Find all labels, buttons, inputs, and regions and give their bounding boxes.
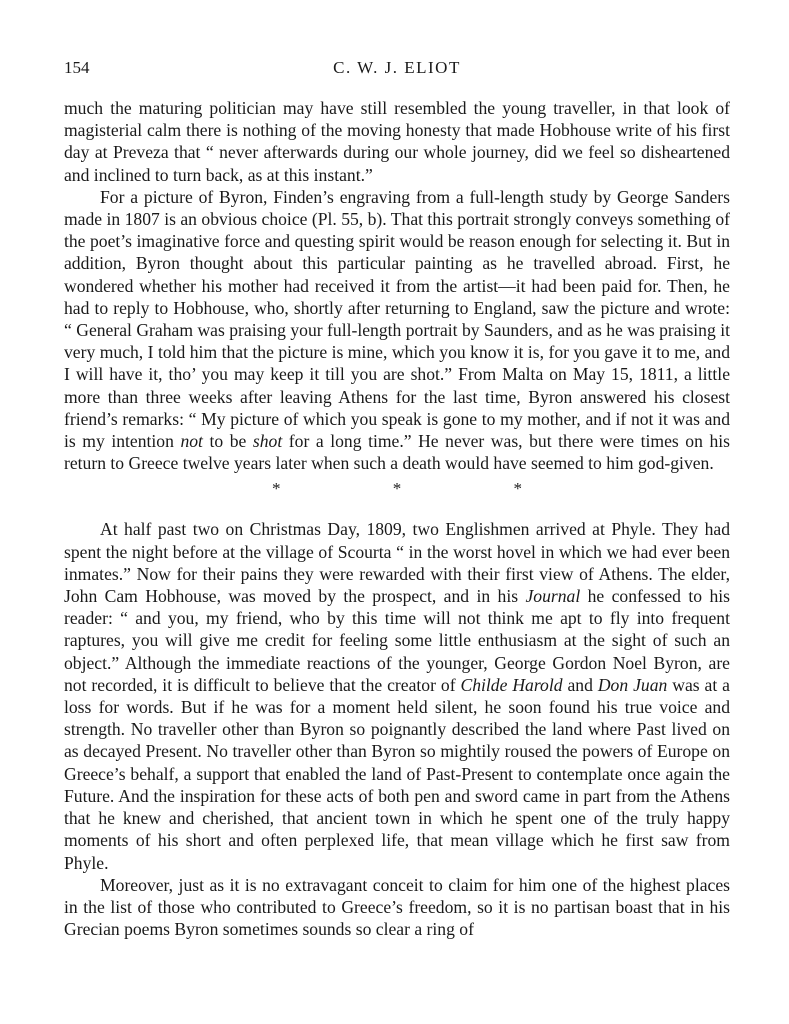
emphasis-don-juan: Don Juan [597,674,668,695]
body-text [64,97,730,940]
paragraph-2-text-b: to be [202,431,253,452]
paragraph-3-text-c: and [562,674,598,695]
paragraph-2-text-c: for a long time.” He never was, but there were times on his return to Greece twelve years later when such a death would have seemed to him god-given. [64,431,730,474]
paragraph-1-text: much the maturing politician may have still resembled the young traveller, in that look of magisterial calm there is nothing of the moving honesty that made Hobhouse write of his first day at Preveza that “ never afterwards during our whole journey, did we feel so disheartened and inclined to turn back, as at this instant.” [64,98,730,185]
section-separator: * * * [272,479,576,499]
running-head: C. W. J. ELIOT [333,58,461,77]
emphasis-not: not [180,431,203,452]
paragraph-2 [64,186,730,475]
paragraph-3-text-d: was at a loss for words. But if he was for a moment held silent, he soon found his true voice and strength. No traveller other than Byron so poignantly described the land where Past lived on as decayed Present. No traveller other than Byron so mightily roused the powers of Europe on Greece’s behalf, a support that enabled the land of Past-Present to contemplate once again the Future. And the inspiration for these acts of both pen and sword came in part from the Athens that he knew and cherished, that ancient town in which he spent one of the truly happy moments of his short and often perplexed life, that mean village which he first saw from Phyle. [64,674,730,873]
paragraph-4-text: Moreover, just as it is no extravagant conceit to claim for him one of the highest places in the list of those who contributed to Greece’s freedom, so it is no partisan boast that in his Grecian poems Byron sometimes sounds so clear a ring of [64,874,730,940]
paragraph-3 [64,518,730,873]
paragraph-3-text-a: At half past two on Christmas Day, 1809, two Englishmen arrived at Phyle. They had spent the night before at the village of Scourta “ in the worst hovel in which we had ever been inmates.” Now for their pains they were rewarded with their first view of Athens. The elder, John Cam Hobhouse, was moved by the prospect, and in his [64,519,730,607]
page-number: 154 [64,58,90,77]
paragraph-2-text-a: For a picture of Byron, Finden’s engraving from a full-length study by George Sanders made in 1807 is an obvious choice (Pl. 55, b). That this portrait strongly conveys something of the poet’s imaginative force and questing spirit would be reason enough for selecting it. But in addition, Byron thought about this particular painting as he travelled abroad. First, he wondered whether his mother had received it from the artist—it had been paid for. Then, he had to reply to Hobhouse, who, shortly after returning to England, saw the picture and wrote: “ General Graham was praising your full-length portrait by Saunders, and as he was praising it very much, I told him that the picture is mine, which you know it is, for you gave it to me, and I will have it, tho’ you may keep it till you are shot.” From Malta on May 15, 1811, a little more than three weeks after leaving Athens for the last time, Byron answered his closest friend’s remarks: “ My picture of which you speak is gone to my mother, and if not it was and is my intention [64,186,730,452]
paragraph-4 [64,874,730,941]
emphasis-childe-harold: Childe Harold [460,674,563,695]
emphasis-shot: shot [252,431,283,452]
page-header [64,58,730,84]
emphasis-journal: Journal [525,586,581,607]
paragraph-1 [64,97,730,186]
paragraph-3-text-b: he confessed to his reader: “ and you, my friend, who by this time will not think me apt to fly into frequent raptures, you will give me credit for feeling some little enthusiasm at the sight of such an object.” Although the immediate reactions of the younger, George Gordon Noel Byron, are not recorded, it is difficult to believe that the creator of [64,586,730,695]
